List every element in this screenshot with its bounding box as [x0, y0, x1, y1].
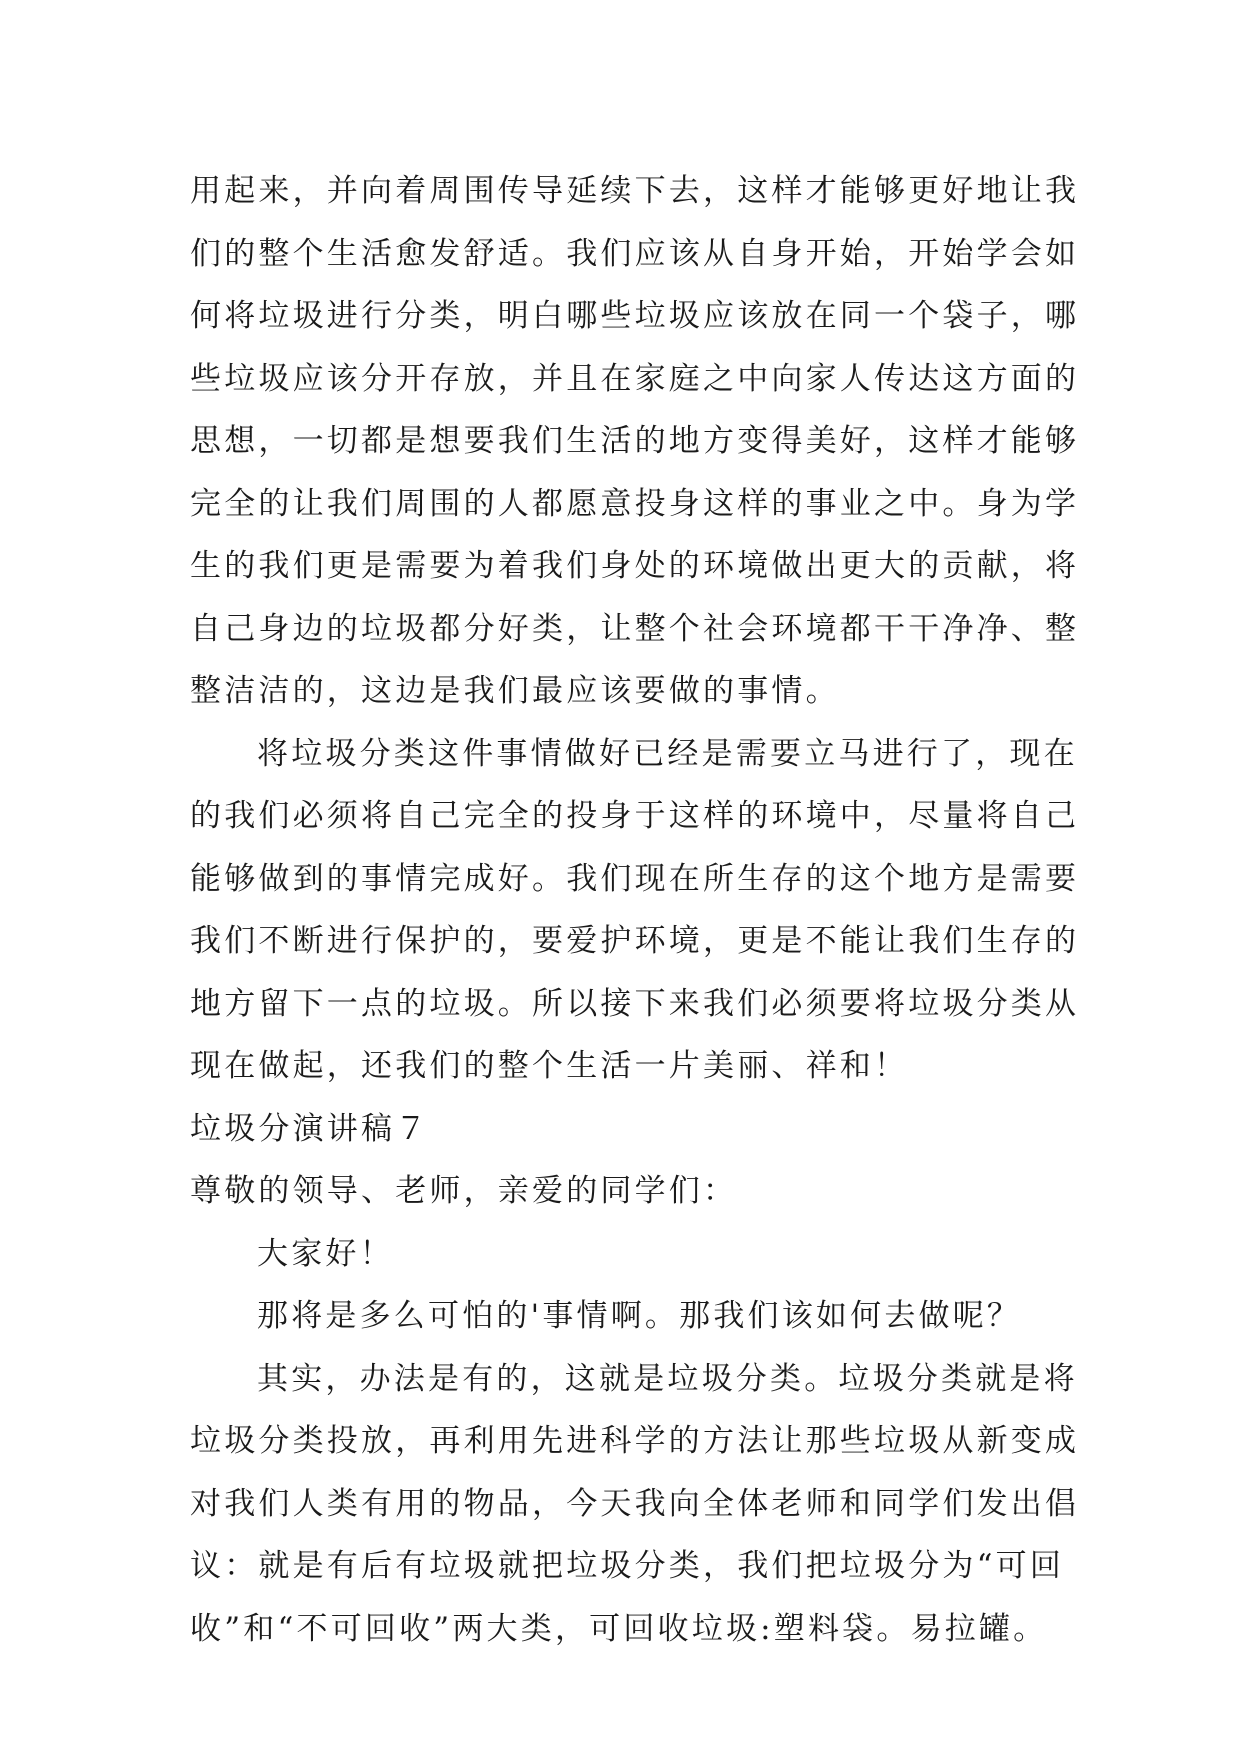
text-line: 能够做到的事情完成好。我们现在所生存的这个地方是需要 [190, 860, 1080, 897]
text-line: 思想，一切都是想要我们生活的地方变得美好，这样才能够 [190, 423, 1080, 459]
text-line: 用起来，并向着周围传导延续下去，这样才能够更好地让我 [190, 173, 1080, 209]
text-line: 地方留下一点的垃圾。所以接下来我们必须要将垃圾分类从 [190, 985, 1080, 1022]
section-title: 垃圾分演讲稿７ [190, 1110, 430, 1147]
text-line: 将垃圾分类这件事情做好已经是需要立马进行了，现在 [257, 735, 1078, 772]
text-line: 垃圾分类投放，再利用先进科学的方法让那些垃圾从新变成 [190, 1423, 1080, 1459]
text-line: 些垃圾应该分开存放，并且在家庭之中向家人传达这方面的 [190, 360, 1080, 397]
text-line: 们的整个生活愈发舒适。我们应该从自身开始，开始学会如 [190, 235, 1080, 272]
text-line: 的我们必须将自己完全的投身于这样的环境中，尽量将自己 [190, 798, 1080, 834]
text-line: 完全的让我们周围的人都愿意投身这样的事业之中。身为学 [190, 485, 1080, 522]
text-line: 收”和“不可回收”两大类，可回收垃圾:塑料袋。易拉罐。 [190, 1610, 1048, 1647]
text-line: 何将垃圾进行分类，明白哪些垃圾应该放在同一个袋子，哪 [190, 298, 1080, 334]
text-line: 我们不断进行保护的，要爱护环境，更是不能让我们生存的 [190, 923, 1080, 959]
text-line: 其实，办法是有的，这就是垃圾分类。垃圾分类就是将 [257, 1360, 1078, 1397]
text-line: 自己身边的垃圾都分好类，让整个社会环境都干干净净、整 [190, 610, 1080, 647]
text-line: 整洁洁的，这边是我们最应该要做的事情。 [190, 673, 840, 709]
document-body [190, 160, 1080, 1660]
text-line: 现在做起，还我们的整个生活一片美丽、祥和！ [190, 1048, 909, 1084]
greeting: 大家好！ [257, 1235, 394, 1272]
salutation: 尊敬的领导、老师，亲爱的同学们： [190, 1173, 738, 1209]
text-line: 议：就是有后有垃圾就把垃圾分类，我们把垃圾分为“可回 [190, 1548, 1065, 1584]
text-line: 生的我们更是需要为着我们身处的环境做出更大的贡献，将 [190, 548, 1080, 584]
text-line: 对我们人类有用的物品，今天我向全体老师和同学们发出倡 [190, 1485, 1080, 1522]
text-line: 那将是多么可怕的'事情啊。那我们该如何去做呢？ [257, 1298, 1022, 1334]
